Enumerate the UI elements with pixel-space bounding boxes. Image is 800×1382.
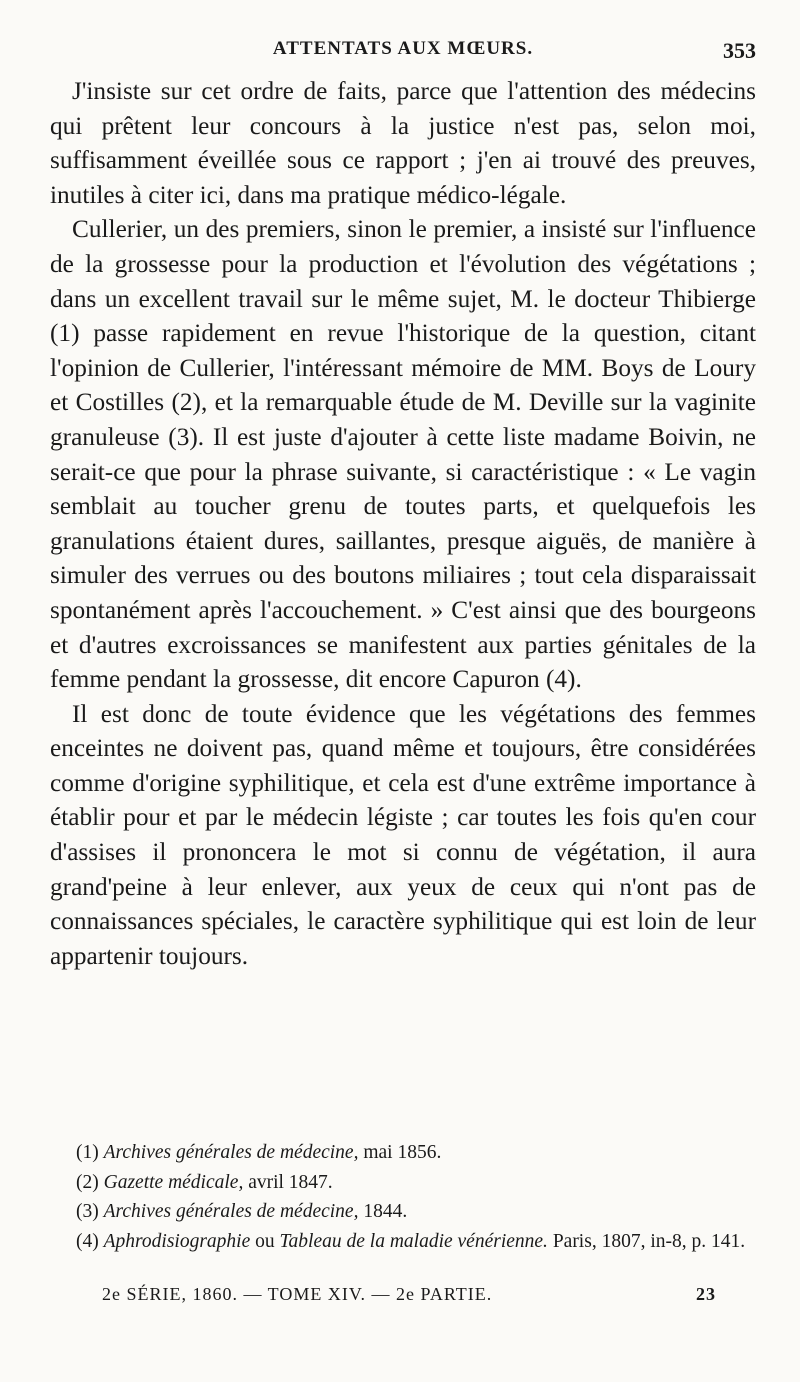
- footnote-source-alt: Tableau de la maladie vénérienne.: [279, 1230, 548, 1252]
- footnote-source: Aphrodisiographie: [103, 1230, 251, 1252]
- paragraph-2: Cullerier, un des premiers, sinon le premier, a insisté sur l'influence de la grossesse pour la production et l'évolution des végétations ; dans un excellent travail sur le même sujet, M. le docteur Thibierge (1) passe rapidement en revue l'historique de la question, citant l'opinion de Cullerier, l'intéressant mémoire de MM. Boys de Loury et Costilles (2), et la remarquable étude de M. Deville sur la vaginite granuleuse (3). Il est juste d'ajouter à cette liste madame Boivin, ne serait-ce que pour la phrase suivante, si caractéristique : « Le vagin semblait au toucher grenu de toutes parts, et quelquefois les granulations étaient dures, saillantes, presque aiguës, de manière à simuler des verrues ou des boutons miliaires ; tout cela disparaissait spontanément après l'accouchement. » C'est ainsi que des bourgeons et d'autres excroissances se manifestent aux parties génitales de la femme pendant la grossesse, dit encore Capuron (4).: [50, 215, 756, 694]
- footnote-imprint: Paris, 1807, in-8, p. 141.: [547, 1230, 746, 1252]
- sheet-number: 23: [696, 1284, 716, 1304]
- running-header: [50, 38, 756, 68]
- footnote-2: [50, 1168, 756, 1198]
- sheet-signature: [50, 1284, 756, 1314]
- footnote-1: [50, 1138, 756, 1168]
- footnote-number: (4): [76, 1230, 99, 1252]
- footnote-source: Gazette médicale,: [103, 1171, 244, 1193]
- footnote-source: Archives générales de médecine,: [103, 1201, 359, 1222]
- main-text: [50, 74, 756, 973]
- page-number: 353: [723, 38, 756, 63]
- footnotes: [50, 1138, 756, 1256]
- footnote-date: avril 1847.: [243, 1171, 333, 1193]
- footnote-3: [50, 1197, 756, 1227]
- footnote-number: (2): [76, 1171, 99, 1193]
- series-signature: 2e SÉRIE, 1860. — TOME XIV. — 2e PARTIE.: [102, 1284, 493, 1304]
- footnote-4: [50, 1227, 756, 1257]
- running-title: ATTENTATS AUX MŒURS.: [272, 38, 534, 59]
- paragraph-3: Il est donc de toute évidence que les végétations des femmes enceintes ne doivent pas, quand même et toujours, être considérées comme d'origine syphilitique, et cela est d'une extrême importance à établir pour et par le médecin légiste ; car toutes les fois qu'en cour d'assises il prononcera le mot si connu de végétation, il aura grand'peine à leur enlever, aux yeux de ceux qui n'ont pas de connaissances spéciales, le caractère syphilitique qui est loin de leur appartenir toujours.: [50, 699, 756, 970]
- footnote-date: mai 1856.: [358, 1142, 442, 1163]
- paragraph-1: J'insiste sur cet ordre de faits, parce que l'attention des médecins qui prêtent leur concours à la justice n'est pas, selon moi, suffisamment éveillée sous ce rapport ; j'en ai trouvé des preuves, inutiles à citer ici, dans ma pratique médico-légale.: [50, 77, 756, 209]
- footnote-number: (1): [76, 1142, 99, 1163]
- footnote-number: (3): [76, 1201, 99, 1222]
- footnote-date: 1844.: [358, 1201, 408, 1222]
- footnote-connector: ou: [250, 1230, 280, 1252]
- footnote-source: Archives générales de médecine,: [103, 1142, 359, 1163]
